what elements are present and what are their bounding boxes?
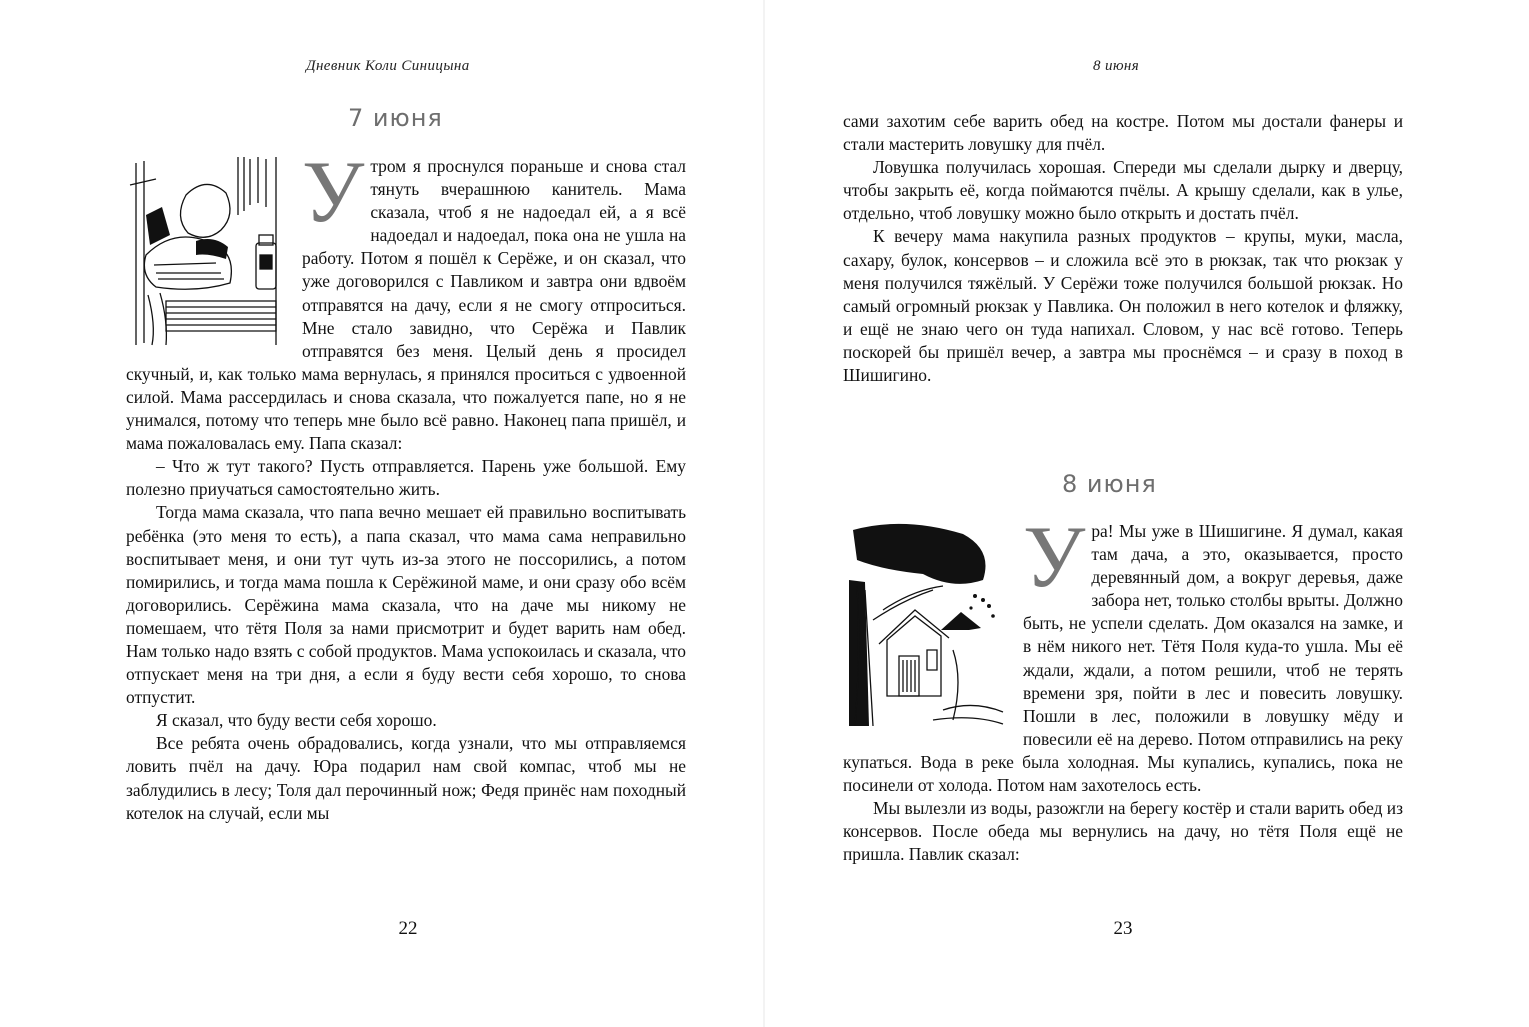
left-page <box>0 0 764 1027</box>
paragraph: сами захотим себе варить обед на костре. Потом мы достали фанеры и стали мастерить ловушку для пчёл. <box>843 111 1403 155</box>
drop-cap-right: У <box>1023 509 1086 606</box>
chapter-title-7-june: 7 июня <box>348 104 443 132</box>
page-number-right: 23 <box>1113 918 1133 939</box>
right-page <box>765 0 1529 1027</box>
paragraph: Я сказал, что буду вести себя хорошо. <box>156 710 437 731</box>
running-head-right: 8 июня <box>1093 58 1140 74</box>
paragraph: ра! Мы уже в Шишигине. Я думал, какая там дача, а это, оказывается, просто деревянный дом, а вокруг деревья, даже забора нет, только столбы врыты. Должно быть, не успели сделать. Дом оказался на замке, и в нём никого нет. Тётя Поля куда-то ушла. Мы её ждали, ждали, а потом решили, чтоб не терять времени зря, пойти в лес и повесить ловушку. Пошли в лес, положили в ловушку мёду и повесили её на дерево. Потом отправились на реку купаться. Вода в реке была холодная. Мы купались, купались, пока не посинели от холода. Потом нам захотелось есть. <box>843 521 1403 796</box>
right-body-text-top <box>843 110 1403 387</box>
paragraph: Мы вылезли из воды, разожгли на берегу костёр и стали варить обед из консервов. После обеда мы вернулись на дачу, но тётя Поля ещё не пришла. Павлик сказал: <box>843 798 1403 865</box>
drop-cap-left: У <box>302 144 365 241</box>
left-body-text <box>126 144 686 825</box>
paragraph: тром я проснулся пораньше и снова стал тянуть вчерашнюю канитель. Мама сказала, чтоб я не надоедал ей, а я всё надоедал и надоедал, пока она не ушла на работу. Потом я пошёл к Серёже, и он сказал, что уже договорился с Павликом и завтра они вдвоём отправятся на дачу, если я не смогу отпроситься. Мне стало завидно, что Серёжа и Павлик отправятся без меня. Целый день я просидел скучный, и, как только мама вернулась, я принялся проситься с удвоенной силой. Мама рассердилась и снова сказала, что пожалуется папе, но я не унимался, потому что теперь мне было всё равно. Наконец папа пришёл, и мама пожаловалась ему. Папа сказал: <box>126 156 686 454</box>
tree-birdhouse-illustration <box>843 520 1009 726</box>
paragraph: Тогда мама сказала, что папа вечно мешает ей правильно воспитывать ребёнка (это меня то есть), а папа сказал, что мама сама неправильно воспитывает меня, и они тут чуть из-за этого не поссорились, а потом помирились, и тогда мама пошла к Серёжиной маме, и они сразу обо всём договорились. Серёжина мама сказала, что на даче мы никому не помешаем, что тётя Поля за нами присмотрит и будет варить нам обед. Нам только надо взять с собой продуктов. Мама успокоилась и сказала, что отпускает меня на три дня, а если я буду вести себя хорошо, то снова отпустит. <box>126 502 686 708</box>
right-body-text-bottom <box>843 509 1403 866</box>
bed-pillow-jar-illustration <box>126 155 288 347</box>
paragraph: Все ребята очень обрадовались, когда узнали, что мы отправляемся ловить пчёл на дачу. Юра подарил нам свой компас, чтоб мы не заблудились в лесу; Толя дал перочинный нож; Федя принёс нам походный котелок на случай, если мы <box>126 733 686 823</box>
page-number-left: 22 <box>398 918 418 939</box>
paragraph: Ловушка получилась хорошая. Спереди мы сделали дырку и дверцу, чтобы закрыть её, когда поймаются пчёлы. А крышу сделали, как в улье, отдельно, чтоб ловушку можно было открыть и достать пчёл. <box>843 157 1403 224</box>
paragraph: – Что ж тут такого? Пусть отправляется. Парень уже большой. Ему полезно приучаться самостоятельно жить. <box>126 456 686 500</box>
chapter-title-8-june: 8 июня <box>1062 470 1157 498</box>
paragraph: К вечеру мама накупила разных продуктов – крупы, муки, масла, сахару, булок, консервов – и сложила всё это в рюкзак, так что рюкзак у меня получился тяжёлый. У Серёжи тоже получился большой рюкзак. Но самый огромный рюкзак у Павлика. Он положил в него котелок и фляжку, и ещё не знаю чего он туда напихал. Словом, у нас всё готово. Теперь поскорей бы пришёл вечер, а завтра мы проснёмся – и сразу в поход в Шишигино. <box>843 226 1403 386</box>
running-head-left: Дневник Коли Синицына <box>306 58 470 74</box>
